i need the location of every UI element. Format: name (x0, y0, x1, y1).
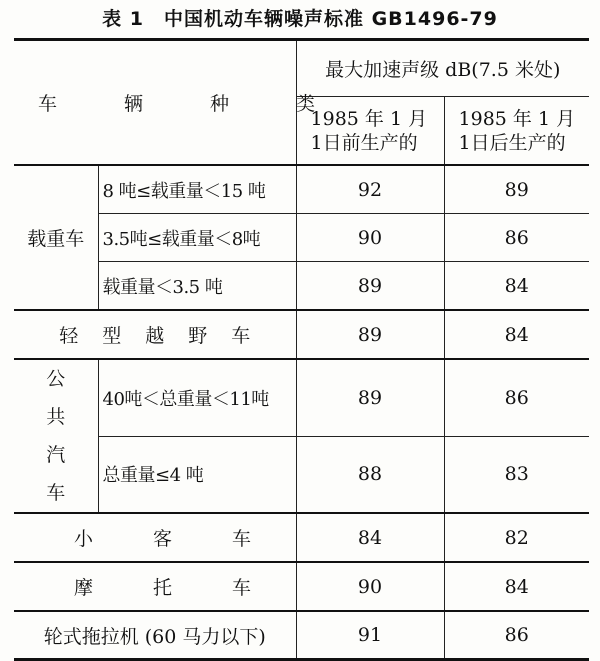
value-before: 90 (296, 214, 444, 262)
condition-cell: 总重量≤4 吨 (98, 436, 296, 513)
value-before: 89 (296, 262, 444, 311)
noise-standard-table (14, 38, 589, 661)
value-before: 88 (296, 436, 444, 513)
value-before: 89 (296, 359, 444, 436)
table-row (14, 562, 589, 611)
table-row (14, 513, 589, 562)
value-after: 84 (444, 262, 589, 311)
group-label: 轻型越野车 (14, 310, 296, 359)
group-label: 公共 汽车 (14, 359, 98, 513)
value-after: 84 (444, 310, 589, 359)
value-after: 84 (444, 562, 589, 611)
value-after: 89 (444, 165, 589, 214)
group-label: 摩托车 (14, 562, 296, 611)
condition-cell: 3.5吨≤载重量＜8吨 (98, 214, 296, 262)
value-before: 84 (296, 513, 444, 562)
value-after: 86 (444, 359, 589, 436)
header-group: 最大加速声级 dB(7.5 米处) (296, 40, 589, 97)
table-row (14, 262, 589, 311)
table-row (14, 214, 589, 262)
group-label: 轮式拖拉机 (60 马力以下) (14, 611, 296, 660)
condition-cell: 8 吨≤载重量＜15 吨 (98, 165, 296, 214)
value-before: 92 (296, 165, 444, 214)
table-row (14, 310, 589, 359)
value-after: 82 (444, 513, 589, 562)
value-after: 86 (444, 611, 589, 660)
condition-cell: 载重量＜3.5 吨 (98, 262, 296, 311)
header-after: 1985 年 1 月 1日后生产的 (444, 97, 589, 166)
condition-cell: 40吨＜总重量＜11吨 (98, 359, 296, 436)
value-after: 86 (444, 214, 589, 262)
table-title: 表 1 中国机动车辆噪声标准 GB1496-79 (102, 8, 498, 30)
table-row (14, 611, 589, 660)
table-row (14, 436, 589, 513)
value-before: 91 (296, 611, 444, 660)
value-before: 89 (296, 310, 444, 359)
group-label: 小客车 (14, 513, 296, 562)
value-before: 90 (296, 562, 444, 611)
header-before: 1985 年 1 月 1日前生产的 (296, 97, 444, 166)
header-category: 车 辆 种 类 (14, 40, 296, 166)
group-label: 载重车 (14, 165, 98, 310)
value-after: 83 (444, 436, 589, 513)
table-row (14, 165, 589, 214)
table-row (14, 359, 589, 436)
